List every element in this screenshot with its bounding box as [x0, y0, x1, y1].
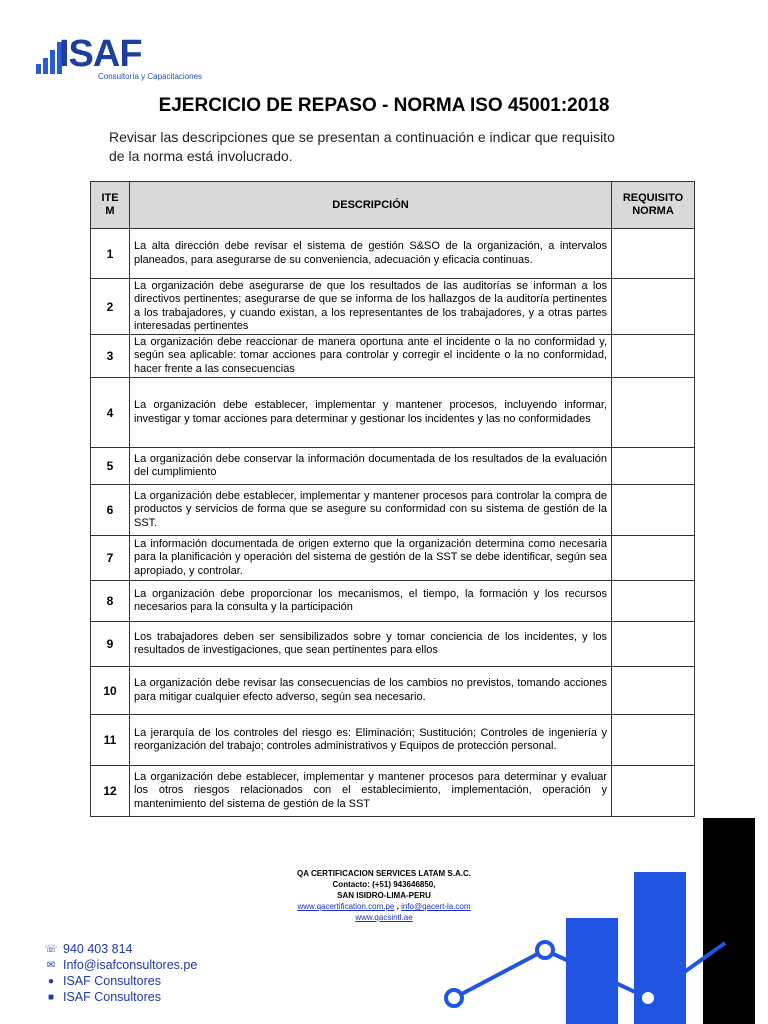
row-requisito-cell[interactable]	[612, 335, 695, 378]
row-item-number: 3	[91, 335, 130, 378]
row-item-number: 4	[91, 378, 130, 448]
deco-point	[537, 942, 553, 958]
table-row	[91, 622, 695, 667]
company-name: QA CERTIFICACION SERVICES LATAM S.A.C.	[297, 869, 471, 878]
link-qacsintl[interactable]: www.qacsintl.ae	[355, 913, 413, 922]
row-item-number: 7	[91, 536, 130, 581]
isaf-logo	[34, 33, 203, 84]
table-row	[91, 229, 695, 279]
row-requisito-cell[interactable]	[612, 536, 695, 581]
row-description: La organización debe establecer, implementar y mantener procesos para determinar y evaluar los otros riesgos relacionados con el establecimiento, implementación, operación y mantenimiento del sistema de gestión de la SST	[130, 766, 612, 817]
contact-list	[44, 941, 197, 1005]
row-item-number: 10	[91, 667, 130, 715]
row-item-number: 9	[91, 622, 130, 667]
row-requisito-cell[interactable]	[612, 622, 695, 667]
decorative-bar-graphic	[420, 810, 768, 1024]
linkedin-icon: ■	[47, 991, 55, 1003]
contact-email[interactable]: ✉ Info@isafconsultores.pe	[44, 957, 197, 973]
row-requisito-cell[interactable]	[612, 229, 695, 279]
requirements-table	[90, 181, 695, 817]
row-item-number: 2	[91, 279, 130, 335]
row-description: La jerarquía de los controles del riesgo es: Eliminación; Sustitución; Controles de ingeniería y reorganización del trabajo; controles administrativos y Equipos de protección personal.	[130, 715, 612, 766]
table-row	[91, 378, 695, 448]
row-item-number: 11	[91, 715, 130, 766]
table-row	[91, 715, 695, 766]
page-title: EJERCICIO DE REPASO - NORMA ISO 45001:2018	[158, 95, 610, 116]
row-description: La organización debe establecer, implementar y mantener procesos, incluyendo informar, investigar y tomar acciones para determinar y gestionar los incidentes y las no conformidades	[130, 378, 612, 448]
row-item-number: 1	[91, 229, 130, 279]
deco-point	[640, 990, 656, 1006]
row-requisito-cell[interactable]	[612, 279, 695, 335]
row-description: La organización debe asegurarse de que los resultados de las auditorías se informan a los directivos pertinentes; asegurarse de que se informa de los hallazgos de la auditoría pertinentes a los trabajadores, y cuando existan, a los representantes de los trabajadores, y a otras partes interesadas pertinentes	[130, 279, 612, 335]
table-row	[91, 667, 695, 715]
row-description: La información documentada de origen externo que la organización determina como necesaria para la planificación y operación del sistema de gestión de la SST se debe identificar, según sea apropiado, y controlar.	[130, 536, 612, 581]
header-description: DESCRIPCIÓN	[130, 182, 612, 229]
row-item-number: 8	[91, 581, 130, 622]
deco-bar-black	[703, 818, 755, 1024]
row-requisito-cell[interactable]	[612, 715, 695, 766]
intro-text: Revisar las descripciones que se presentan a continuación e indicar que requisito de la norma está involucrado.	[109, 129, 615, 164]
table-row	[91, 766, 695, 817]
table-row	[91, 448, 695, 485]
row-requisito-cell[interactable]	[612, 581, 695, 622]
link-info-email[interactable]: info@qacert-la.com	[401, 902, 471, 911]
company-address: SAN ISIDRO-LIMA-PERU	[337, 891, 431, 900]
contact-phone: ☏ 940 403 814	[44, 942, 133, 956]
row-description: La organización debe reaccionar de manera oportuna ante el incidente o la no conformidad y, según sea aplicable: tomar acciones para controlar y corregir el incidente o la no conformidad, hacer frente a las consecuencias	[130, 335, 612, 378]
row-description: La alta dirección debe revisar el sistema de gestión S&SO de la organización, a intervalos planeados, para asegurarse de su conveniencia, adecuación y eficacia continuas.	[130, 229, 612, 279]
phone-icon: ☏	[44, 943, 58, 955]
logo-text: ISAF	[59, 33, 142, 75]
row-requisito-cell[interactable]	[612, 378, 695, 448]
logo-tagline: Consultoría y Capacitaciones	[98, 72, 203, 81]
table-row	[91, 279, 695, 335]
row-description: La organización debe proporcionar los mecanismos, el tiempo, la formación y los recursos necesarios para la consulta y la participación	[130, 581, 612, 622]
link-qacertification[interactable]: www.qacertification.com.pe	[297, 902, 395, 911]
header-requisito: REQUISITO NORMA	[612, 182, 695, 229]
facebook-icon: ●	[47, 975, 55, 987]
row-requisito-cell[interactable]	[612, 485, 695, 536]
table-header-row	[91, 182, 695, 229]
row-requisito-cell[interactable]	[612, 766, 695, 817]
row-description: La organización debe establecer, implementar y mantener procesos para controlar la compra de productos y servicios de forma que se asegure su conformidad con su sistema de gestión de la SST.	[130, 485, 612, 536]
row-requisito-cell[interactable]	[612, 667, 695, 715]
table-row	[91, 335, 695, 378]
company-contact: Contacto: (+51) 943646850,	[332, 880, 436, 889]
table-row	[91, 581, 695, 622]
row-description: La organización debe revisar las consecuencias de los cambios no previstos, tomando acciones para mitigar cualquier efecto adverso, según sea necesario.	[130, 667, 612, 715]
table-row	[91, 536, 695, 581]
row-requisito-cell[interactable]	[612, 448, 695, 485]
deco-point	[446, 990, 462, 1006]
row-item-number: 12	[91, 766, 130, 817]
row-description: La organización debe conservar la información documentada de los resultados de la evaluación del cumplimiento	[130, 448, 612, 485]
envelope-icon: ✉	[46, 959, 56, 971]
table-row	[91, 485, 695, 536]
link-separator: ,	[394, 902, 402, 911]
row-item-number: 6	[91, 485, 130, 536]
contact-facebook[interactable]: ● ISAF Consultores	[44, 973, 197, 989]
contact-linkedin[interactable]: ■ ISAF Consultores	[44, 989, 197, 1005]
row-item-number: 5	[91, 448, 130, 485]
row-description: Los trabajadores deben ser sensibilizados sobre y tomar conciencia de los incidentes, y los resultados de investigaciones, que sean pertinentes para ellos	[130, 622, 612, 667]
header-item: ITE M	[91, 182, 130, 229]
